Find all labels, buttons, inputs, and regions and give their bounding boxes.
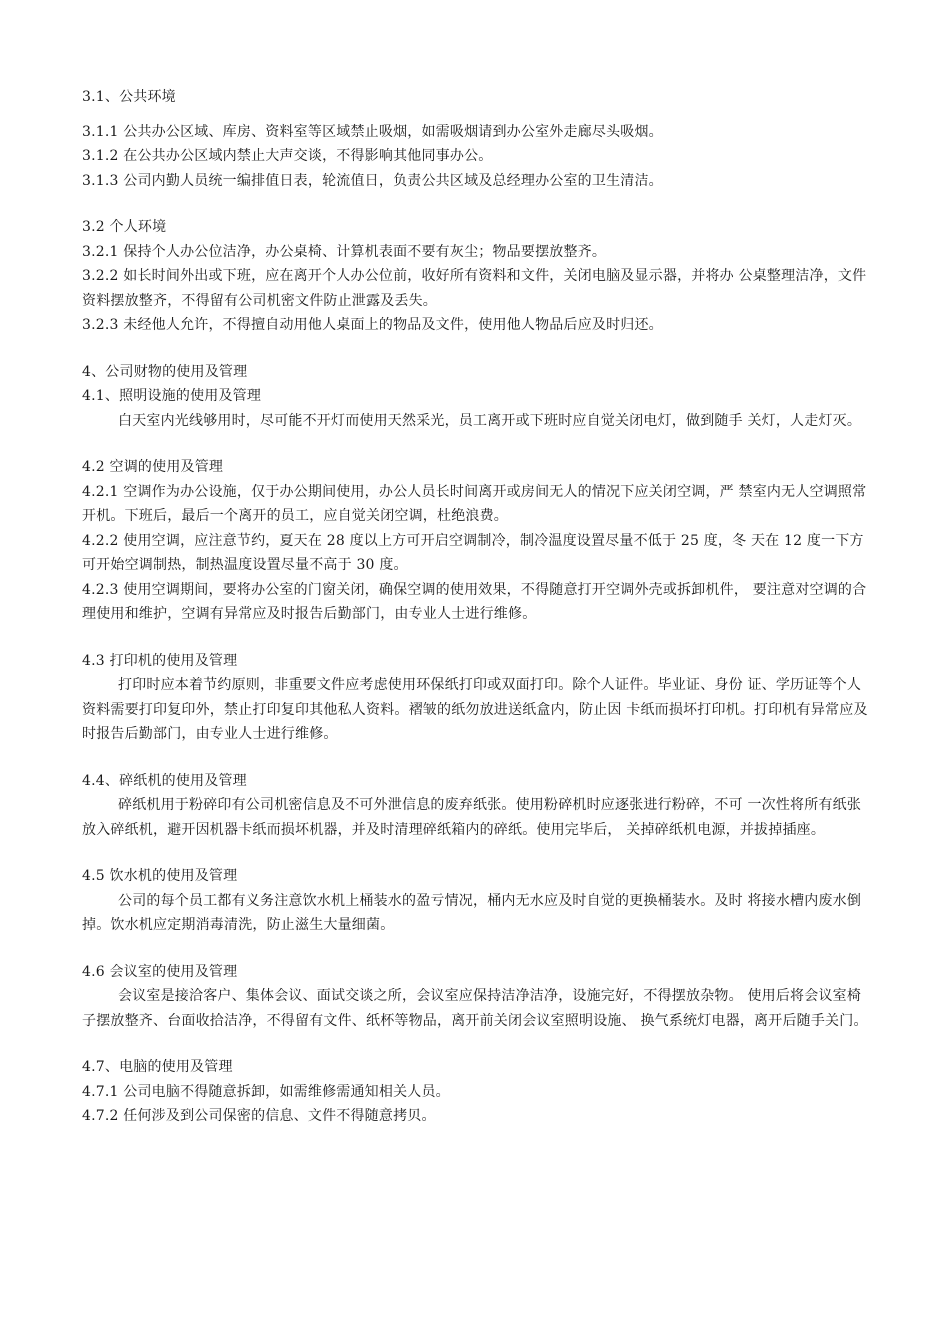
paragraph: 4.2.3 使用空调期间，要将办公室的门窗关闭，确保空调的使用效果，不得随意打开空调外壳或拆卸机件， 要注意对空调的合理使用和维护，空调有异常应及时报告后勤部门，由专业人士进行维修。 [82, 581, 867, 622]
paragraph: 4.2.1 空调作为办公设施，仅于办公期间使用，办公人员长时间离开或房间无人的情况下应关闭空调，严 禁室内无人空调照常开机。下班后，最后一个离开的员工，应自觉关闭空调，杜绝浪费。 [82, 483, 867, 524]
paragraph: 3.1.2 在公共办公区域内禁止大声交谈，不得影响其他同事办公。 [82, 148, 493, 164]
paragraph: 打印时应本着节约原则，非重要文件应考虑使用环保纸打印或双面打印。除个人证件。毕业证、身份 证、学历证等个人资料需要打印复印外，禁止打印复印其他私人资料。褶皱的纸勿放进送纸盒内，防止因 卡纸而损坏打印机。打印机有异常应及时报告后勤部门，由专业人士进行维修。 [82, 677, 868, 742]
paragraph: 公司的每个员工都有义务注意饮水机上桶装水的盈亏情况，桶内无水应及时自觉的更换桶装水。及时 将接水槽内废水倒掉。饮水机应定期消毒清洗，防止滋生大量细菌。 [82, 892, 862, 933]
paragraph: 3.2.1 保持个人办公位洁净，办公桌椅、计算机表面不要有灰尘；物品要摆放整齐。 [82, 243, 607, 260]
section-heading: 4.2 空调的使用及管理 [82, 459, 224, 475]
section-4-5 [82, 864, 872, 938]
section-heading: 4.7、电脑的使用及管理 [82, 1059, 233, 1075]
section-heading: 4.5 饮水机的使用及管理 [82, 868, 238, 884]
section-heading: 4.3 打印机的使用及管理 [82, 652, 238, 669]
section-heading: 4.6 会议室的使用及管理 [82, 963, 238, 980]
section-4-7 [82, 1055, 872, 1129]
section-4-4 [82, 769, 872, 843]
paragraph: 3.1.1 公共办公区域、库房、资料室等区域禁止吸烟，如需吸烟请到办公室外走廊尽头吸烟。 [82, 123, 663, 140]
section-heading: 4.4、碎纸机的使用及管理 [82, 772, 247, 789]
section-3-2 [82, 215, 872, 338]
chapter-heading: 4、公司财物的使用及管理 [82, 363, 248, 380]
section-4-6 [82, 960, 872, 1034]
section-heading: 3.1、公共环境 [82, 89, 176, 105]
paragraph: 3.2.2 如长时间外出或下班，应在离开个人办公位前，收好所有资料和文件，关闭电脑及显示器，并将办 公桌整理洁净，文件资料摆放整齐，不得留有公司机密文件防止泄露及丢失。 [82, 268, 867, 309]
paragraph: 4.7.1 公司电脑不得随意拆卸，如需维修需通知相关人员。 [82, 1083, 450, 1100]
section-4 [82, 360, 872, 434]
paragraph: 3.1.3 公司内勤人员统一编排值日表，轮流值日，负责公共区域及总经理办公室的卫生清洁。 [82, 172, 663, 189]
paragraph: 白天室内光线够用时，尽可能不开灯而使用天然采光，员工离开或下班时应自觉关闭电灯，做到随手 关灯，人走灯灭。 [118, 412, 862, 429]
section-4-2 [82, 455, 872, 627]
section-heading: 3.2 个人环境 [82, 219, 167, 235]
paragraph: 会议室是接洽客户、集体会议、面试交谈之所，会议室应保持洁净洁净，设施完好，不得摆放杂物。 使用后将会议室椅子摆放整齐、台面收拾洁净，不得留有文件、纸杯等物品，离开前关闭会议室照明设施、 换气系统灯电器，离开后随手关门。 [82, 988, 868, 1029]
paragraph: 3.2.3 未经他人允许，不得擅自动用他人桌面上的物品及文件，使用他人物品后应及时归还。 [82, 317, 663, 333]
paragraph: 4.2.2 使用空调，应注意节约，夏天在 28 度以上方可开启空调制冷，制冷温度设置尽量不低于 25 度，冬 天在 12 度一下方可开始空调制热，制热温度设置尽量不高于 30 度。 [82, 532, 864, 573]
document-body [82, 85, 872, 1151]
paragraph: 碎纸机用于粉碎印有公司机密信息及不可外泄信息的废弃纸张。使用粉碎机时应逐张进行粉碎，不可 一次性将所有纸张放入碎纸机，避开因机器卡纸而损坏机器，并及时清理碎纸箱内的碎纸。使用完毕后， 关掉碎纸机电源，并拔掉插座。 [82, 797, 862, 838]
section-3-1 [82, 85, 872, 193]
paragraph: 4.7.2 任何涉及到公司保密的信息、文件不得随意拷贝。 [82, 1108, 436, 1124]
section-4-3 [82, 649, 872, 747]
section-heading: 4.1、照明设施的使用及管理 [82, 388, 262, 404]
